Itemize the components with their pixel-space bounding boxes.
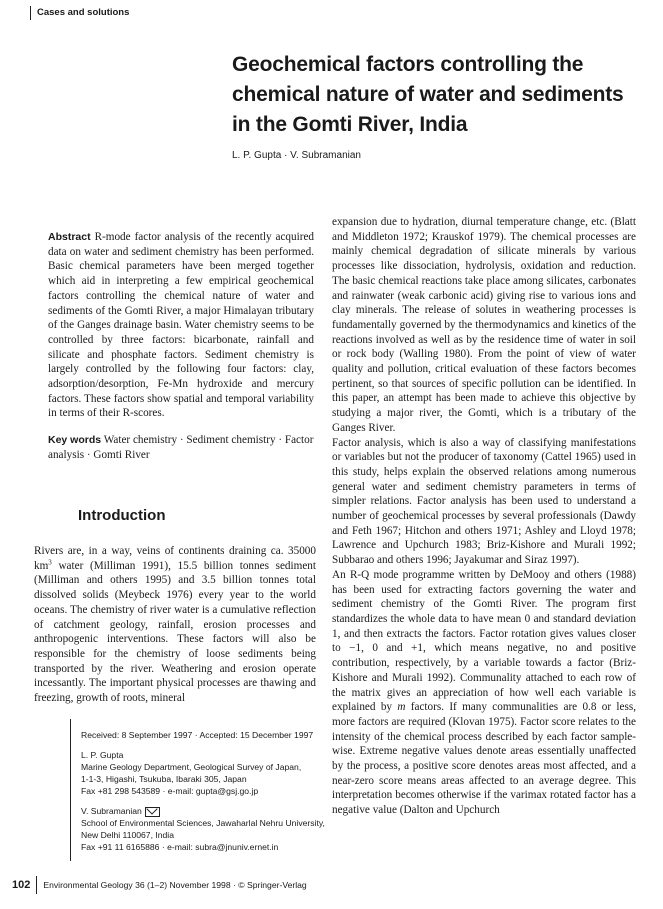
article-title: Geochemical factors controlling the chemical nature of water and sediments in the Gomti River, India [232, 53, 624, 136]
author-2-affiliation [81, 805, 331, 853]
received-dates: Received: 8 September 1997 · Accepted: 15 December 1997 [81, 730, 314, 740]
abstract-label: Abstract [48, 231, 91, 243]
abstract-text: R-mode factor analysis of the recently acquired data on water and sediment chemistry has been performed. Basic chemical parameters have been merged together which aid in interpreting a few empirical geochemical factors controlling the chemical nature of water and sediments of the Gomti River, a major Himalayan tributary of the Ganges drainage basin. Water chemistry seems to be controlled by three factors: bicarbonate, rainfall and silicate and phosphate factors. Sediment chemistry is largely controlled by the following four factors: clay, adsorption/desorption, Fe-Mn hydroxide and mercury factors. These factors show spatial and temporal variability in terms of their R-scores. [48, 231, 315, 420]
paragraph-3 [332, 568, 636, 818]
intro-superscript: 3 [48, 557, 52, 566]
author-2-name: V. Subramanian [81, 806, 142, 816]
introduction-text [34, 544, 316, 706]
author-2-name-row [81, 805, 331, 817]
journal-info: Environmental Geology 36 (1–2) November 1998 · © Springer-Verlag [43, 880, 307, 890]
page-footer [12, 876, 307, 894]
author-1-line-1: Marine Geology Department, Geological Survey of Japan, [81, 762, 302, 772]
mail-icon [145, 807, 160, 817]
author-2-line-2: New Delhi 110067, India [81, 830, 174, 840]
paragraph-3-m-symbol: m [397, 701, 406, 714]
article-authors: L. P. Gupta · V. Subramanian [232, 150, 361, 161]
right-column [332, 215, 636, 818]
received-box [70, 719, 331, 861]
paragraph-1: expansion due to hydration, diurnal temperature change, etc. (Blatt and Middleton 1972; Krauskof 1979). The chemical processes are mainly chemical degradation of silicate minerals by various processes like dissociation, hydrolysis, oxidation and reduction. The basic chemical reactions take place among silicates, carbonates and rainwater (weak carbonic acid) giving rise to various ions and clay minerals. The release of solutes in weathering processes is fundamentally governed by the thermodynamics and kinetics of the reactions involved as well as by the residence time of water in soil or rock body (Walling 1980). From the point of view of water quality and pollution, critical evaluation of these factors becomes pertinent, so that sources of specific pollution can be identified. In this paper, an attempt has been made to achieve this objective by studying a major river, the Gomti, which is a tributary of the Ganges River. [332, 216, 636, 434]
intro-text-part-a: Rivers are, in a way, veins of continents draining ca. 35000 km [34, 545, 316, 572]
left-column [34, 230, 314, 463]
paragraph-3-part-b: factors. If many communalities are 0.8 or less, more factors are required (Klovan 1975). Factor score relates to the intensity of the chemical process described by each factor sample-wise. Extreme negative values denote areas essentially unaffected by the process, a positive score denotes areas most affected, and a near-zero score means areas affected to an average degree. This interpretation becomes otherwise if the varimax rotated factor has a negative value (Dalton and Upchurch [332, 701, 636, 817]
author-1-affiliation [81, 749, 331, 797]
abstract [34, 230, 314, 421]
intro-text-part-b: water (Milliman 1991), 15.5 billion tonnes sediment (Milliman and others 1995) and 3.5 billion tonnes total dissolved solids (Meybeck 1976) every year to the world oceans. The chemistry of river water is a cumulative reflection of catchment geology, rainfall, erosion processes and anthropogenic interventions. These factors will also be responsible for the chemistry of loose sediments being transported by the river. Weathering and erosion operate incessantly. The important physical processes are thawing and freezing, growth of roots, mineral [34, 559, 316, 705]
author-1-name: L. P. Gupta [81, 750, 124, 760]
section-label: Cases and solutions [30, 6, 129, 20]
introduction-heading: Introduction [78, 507, 166, 524]
keywords [34, 433, 314, 462]
keywords-label: Key words [48, 434, 102, 447]
page-number: 102 [12, 876, 37, 894]
author-1-line-2: 1-1-3, Higashi, Tsukuba, Ibaraki 305, Japan [81, 774, 247, 784]
paragraph-3-part-a: An R-Q mode programme written by DeMooy and others (1988) has been used for extracting factors governing the water and sediment chemistry of the Gomti River. The program first standardizes the whole data to have mean 0 and standard deviation 1, and then extracts the factors. Factor rotation gives values closer to −1, 0 and +1, which means negative, no and positive contribution, respectively, by a variable towards a factor (Briz-Kishore and Murali 1992). Communality attached to each row of the matrix gives an appreciation of how well each variable is explained by [332, 568, 636, 714]
keywords-text: Water chemistry · Sediment chemistry · Factor analysis · Gomti River [48, 434, 314, 461]
author-2-line-1: School of Environmental Sciences, Jawaharlal Nehru University, [81, 818, 325, 828]
paragraph-2: Factor analysis, which is also a way of classifying manifestations or variables but not the producer of taxonomy (Cattel 1965) used in this study, helps explain the observed relations among numerous general water and sediment chemistry parameters in terms of simpler relations. Factor analysis has been used to understand a number of geochemical processes by several professionals (Dawdy and Feth 1967; Hitchon and others 1971; Ashley and Lloyd 1978; Lawrence and Upchurch 1983; Briz-Kishore and Murali 1992; Subbarao and others 1996; Jayakumar and Siraz 1997). [332, 436, 636, 567]
author-1-line-3: Fax +81 298 543589 · e-mail: gupta@gsj.go.jp [81, 786, 259, 796]
author-2-line-3: Fax +91 11 6165886 · e-mail: subra@jnuniv.ernet.in [81, 842, 279, 852]
